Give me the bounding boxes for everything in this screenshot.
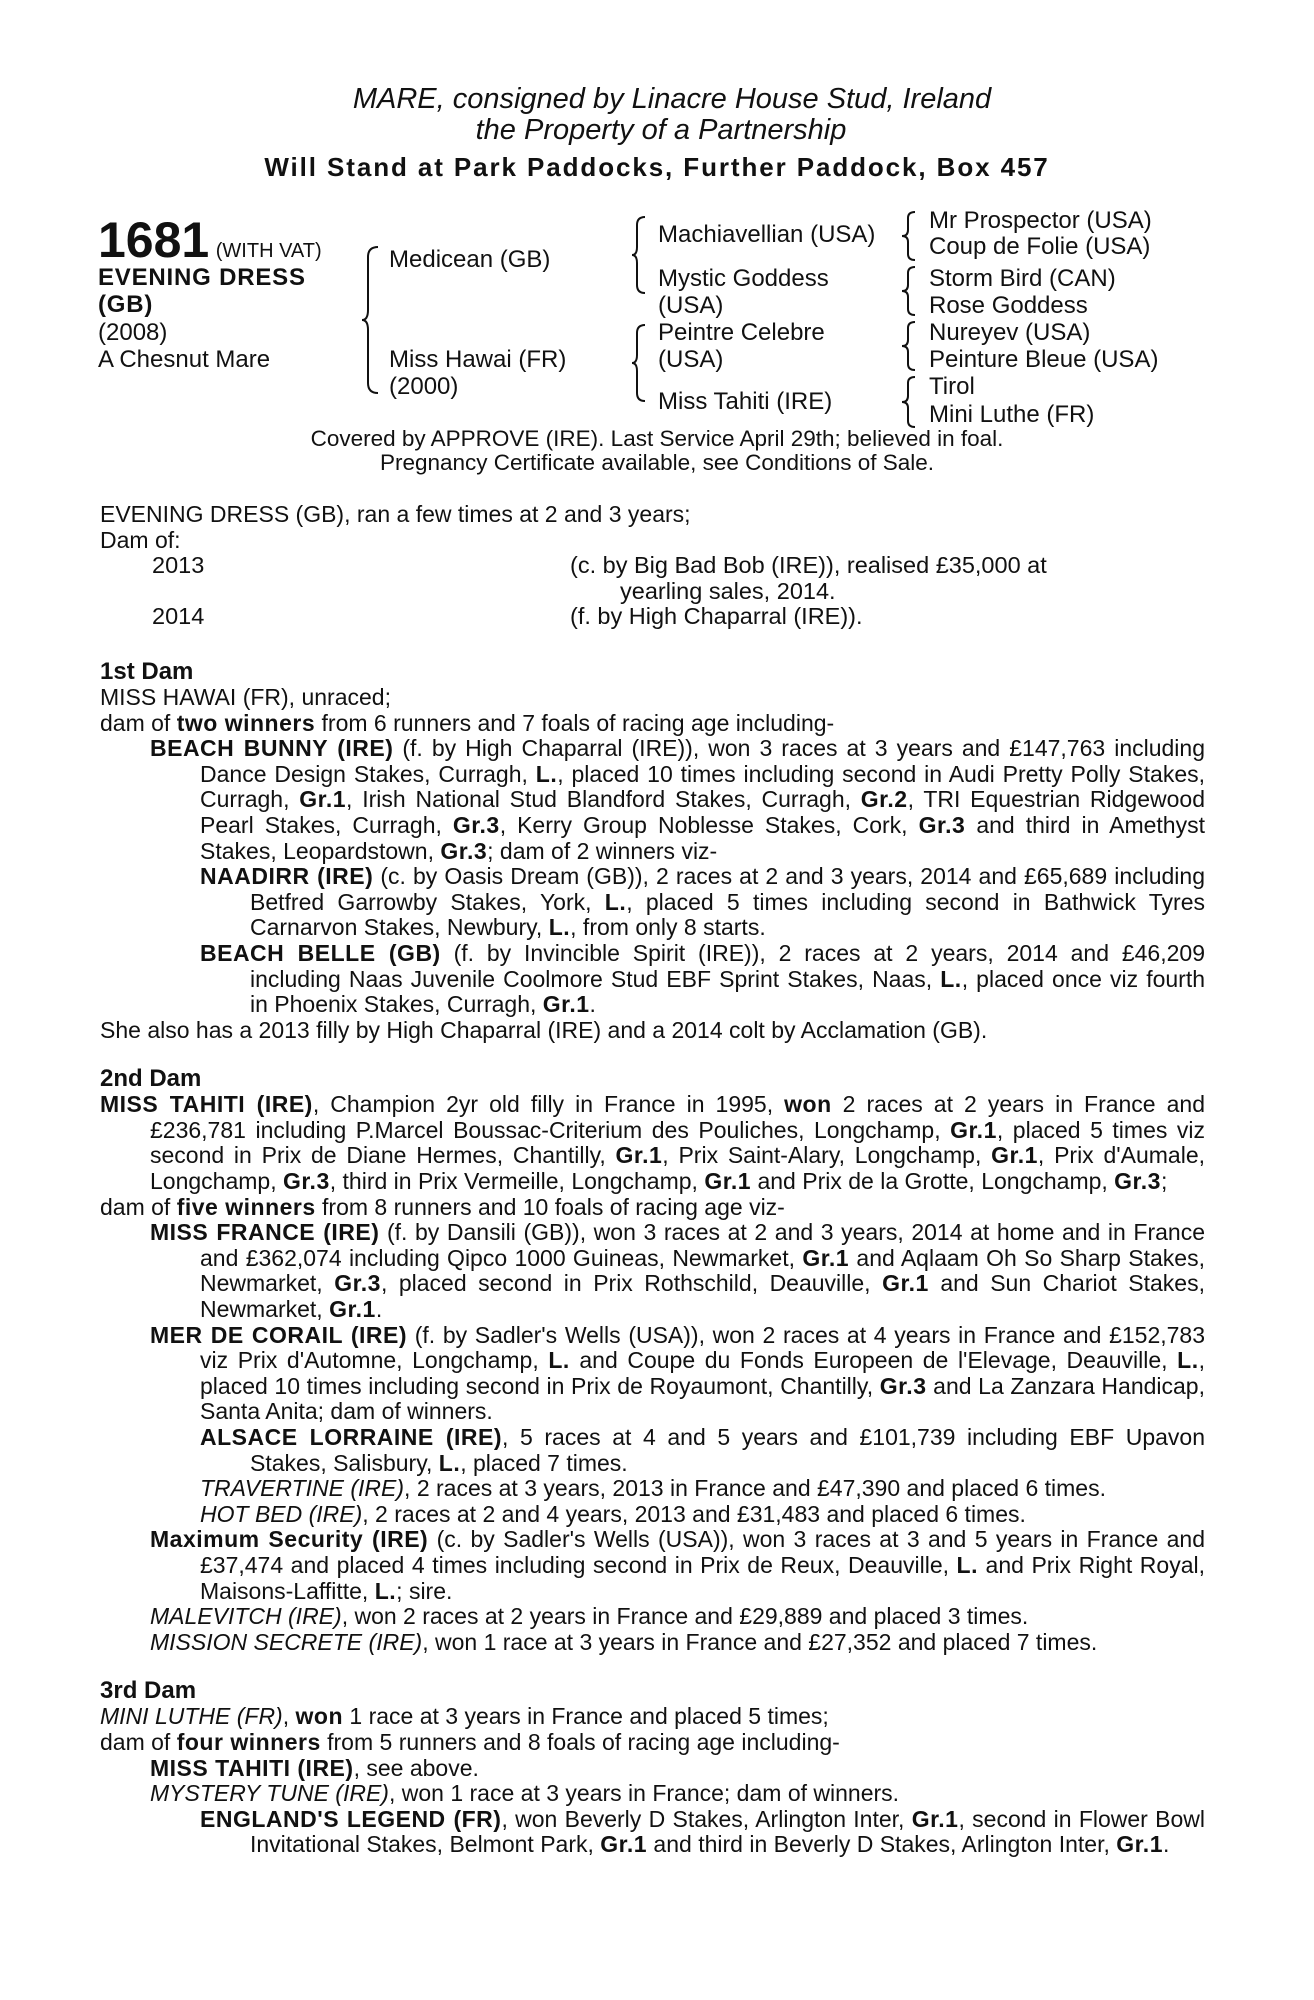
pedigree-g4: Rose Goddess <box>929 292 1088 319</box>
pedigree-brace-g4 <box>902 375 918 429</box>
horse-year: (2008) <box>98 319 168 346</box>
second-dam-record: MISS TAHITI (IRE), Champion 2yr old filly in France in 1995, won 2 races at 2 years in France and £236,781 including P.Marcel Boussac-Criterium des Pouliches, Longchamp, Gr.1, placed 5 times viz second in Prix de Diane Hermes, Chantilly, Gr.1, Prix Saint-Alary, Longchamp, Gr.1, Prix d'Aumale, Longchamp, Gr.3, third in Prix Vermeille, Longchamp, Gr.1 and Prix de la Grotte, Longchamp, Gr.3; <box>100 1091 1206 1195</box>
vat-note: (WITH VAT) <box>215 240 322 262</box>
pedigree-brace-main <box>362 245 382 395</box>
third-dam-heading: 3rd Dam <box>100 1677 197 1705</box>
pedigree-sire: Medicean (GB) <box>389 246 551 273</box>
pedigree-g2: Coup de Folie (USA) <box>929 233 1151 260</box>
first-dam-name: MISS HAWAI (FR), unraced; <box>100 683 391 710</box>
produce-intro: EVENING DRESS (GB), ran a few times at 2 and 3 years; <box>100 501 691 527</box>
lot-number-line <box>98 212 322 268</box>
pedigree-sire-dam: Mystic Goddess <box>658 265 829 292</box>
progeny-maximum-security: Maximum Security (IRE) (c. by Sadler's Wells (USA)), won 3 races at 3 and 5 years in France and £37,474 and placed 4 times including second in Prix de Reux, Deauville, L. and Prix Right Royal, Maisons-Laffitte, L.; sire. <box>150 1526 1205 1604</box>
second-dam-produce: dam of five winners from 8 runners and 10 foals of racing age viz- <box>100 1193 785 1220</box>
produce-row <box>100 604 1205 630</box>
progeny-miss-france: MISS FRANCE (IRE) (f. by Dansili (GB)), won 3 races at 2 and 3 years, 2014 at home and in France and £362,074 including Qipco 1000 Guineas, Newmarket, Gr.1 and Aqlaam Oh So Sharp Stakes, Newmarket, Gr.3, placed second in Prix Rothschild, Deauville, Gr.1 and Sun Chariot Stakes, Newmarket, Gr.1. <box>150 1219 1205 1323</box>
pedigree-g8: Mini Luthe (FR) <box>929 401 1095 428</box>
pedigree-sire-sire: Machiavellian (USA) <box>658 221 876 248</box>
progeny-miss-tahiti: MISS TAHITI (IRE), see above. <box>150 1754 479 1781</box>
progeny-malevitch: MALEVITCH (IRE), won 2 races at 2 years in France and £29,889 and placed 3 times. <box>150 1603 1029 1630</box>
pedigree-brace-g1 <box>902 210 918 262</box>
pedigree-g3: Storm Bird (CAN) <box>929 265 1116 292</box>
pedigree-brace-g2 <box>902 265 918 317</box>
third-dam-produce: dam of four winners from 5 runners and 8 foals of racing age including- <box>100 1728 840 1755</box>
pedigree-dam-sire: Peintre Celebre <box>658 319 825 346</box>
produce-text: (f. by High Chaparral (IRE)). <box>570 603 863 630</box>
progeny-naadirr: NAADIRR (IRE) (c. by Oasis Dream (GB)), 2 races at 2 and 3 years, 2014 and £65,689 including Betfred Garrowby Stakes, York, L., placed 5 times including second in Bathwick Tyres Carnarvon Stakes, Newbury, L., from only 8 starts. <box>200 863 1205 941</box>
produce-text-continued: yearling sales, 2014. <box>620 577 836 604</box>
pedigree-g5: Nureyev (USA) <box>929 319 1091 346</box>
pedigree-sire-dam-country: (USA) <box>658 292 724 319</box>
produce-year: 2014 <box>152 603 205 630</box>
page-header <box>0 84 1314 184</box>
progeny-mer-de-corail: MER DE CORAIL (IRE) (f. by Sadler's Wells (USA)), won 2 races at 4 years in France and £152,783 viz Prix d'Automne, Longchamp, L. and Coupe du Fonds Europeen de l'Elevage, Deauville, L., placed 10 times including second in Prix de Royaumont, Chantilly, Gr.3 and La Zanzara Handicap, Santa Anita; dam of winners. <box>150 1321 1206 1425</box>
lot-number: 1681 <box>98 212 210 268</box>
catalogue-body <box>100 502 1205 1858</box>
property-line: the Property of a Partnership <box>475 114 847 146</box>
pedigree-g6: Peinture Bleue (USA) <box>929 346 1159 373</box>
horse-country: (GB) <box>98 291 154 318</box>
first-dam-also: She also has a 2013 filly by High Chaparral (IRE) and a 2014 colt by Acclamation (GB). <box>100 1016 988 1043</box>
progeny-mystery-tune: MYSTERY TUNE (IRE), won 1 race at 3 years in France; dam of winners. <box>150 1780 900 1807</box>
produce-year: 2013 <box>152 552 205 579</box>
produce-text: (c. by Big Bad Bob (IRE)), realised £35,000 at <box>570 552 1047 579</box>
third-dam-record: MINI LUTHE (FR), won 1 race at 3 years in France and placed 5 times; <box>100 1703 829 1730</box>
pregnancy-note: Pregnancy Certificate available, see Conditions of Sale. <box>379 450 935 475</box>
consignor-line: MARE, consigned by Linacre House Stud, Ireland <box>352 83 992 115</box>
progeny-beach-belle: BEACH BELLE (GB) (f. by Invincible Spirit (IRE)), 2 races at 2 years, 2014 and £46,209 including Naas Juvenile Coolmore Stud EBF Sprint Stakes, Naas, L., placed once viz fourth in Phoenix Stakes, Curragh, Gr.1. <box>200 939 1206 1018</box>
progeny-travertine: TRAVERTINE (IRE), 2 races at 3 years, 2013 in France and £47,390 and placed 6 times. <box>200 1475 1106 1502</box>
pedigree-g1: Mr Prospector (USA) <box>929 207 1152 234</box>
pedigree-g7: Tirol <box>929 373 975 400</box>
pedigree-brace-sire <box>632 215 648 295</box>
pedigree-dam-sire-country: (USA) <box>658 346 724 373</box>
dam-of-label: Dam of: <box>100 526 181 553</box>
horse-description: A Chesnut Mare <box>98 346 271 373</box>
pedigree-brace-dam <box>632 323 648 403</box>
first-dam-heading: 1st Dam <box>100 657 194 685</box>
progeny-beach-bunny: BEACH BUNNY (IRE) (f. by High Chaparral (IRE)), won 3 races at 3 years and £147,763 including Dance Design Stakes, Curragh, L., placed 10 times including second in Audi Pretty Polly Stakes, Curragh, Gr.1, Irish National Stud Blandford Stakes, Curragh, Gr.2, TRI Equestrian Ridgewood Pearl Stakes, Curragh, Gr.3, Kerry Group Noblesse Stakes, Cork, Gr.3 and third in Amethyst Stakes, Leopardstown, Gr.3; dam of 2 winners viz- <box>150 735 1206 864</box>
progeny-alsace-lorraine: ALSACE LORRAINE (IRE), 5 races at 4 and 5 years and £101,739 including EBF Upavon Stakes, Salisbury, L., placed 7 times. <box>200 1424 1205 1476</box>
progeny-hot-bed: HOT BED (IRE), 2 races at 2 and 4 years, 2013 and £31,483 and placed 6 times. <box>200 1500 1026 1527</box>
location-line: Will Stand at Park Paddocks, Further Paddock, Box 457 <box>264 152 1050 182</box>
horse-name: EVENING DRESS <box>98 264 306 291</box>
pedigree-dam-year: (2000) <box>389 373 459 400</box>
pedigree-brace-g3 <box>902 320 918 372</box>
progeny-englands-legend: ENGLAND'S LEGEND (FR), won Beverly D Stakes, Arlington Inter, Gr.1, second in Flower Bowl Invitational Stakes, Belmont Park, Gr.1 and third in Beverly D Stakes, Arlington Inter, Gr.1. <box>200 1805 1205 1858</box>
progeny-mission-secrete: MISSION SECRETE (IRE), won 1 race at 3 years in France and £27,352 and placed 7 times. <box>150 1628 1098 1655</box>
first-dam-record: dam of two winners from 6 runners and 7 foals of racing age including- <box>100 709 835 736</box>
second-dam-heading: 2nd Dam <box>100 1065 202 1093</box>
produce-row-continued <box>100 579 1205 605</box>
pedigree-dam-dam: Miss Tahiti (IRE) <box>658 388 833 415</box>
produce-row <box>100 553 1205 579</box>
covered-note: Covered by APPROVE (IRE). Last Service April 29th; believed in foal. <box>310 426 1004 451</box>
pedigree-dam: Miss Hawai (FR) <box>389 346 567 373</box>
